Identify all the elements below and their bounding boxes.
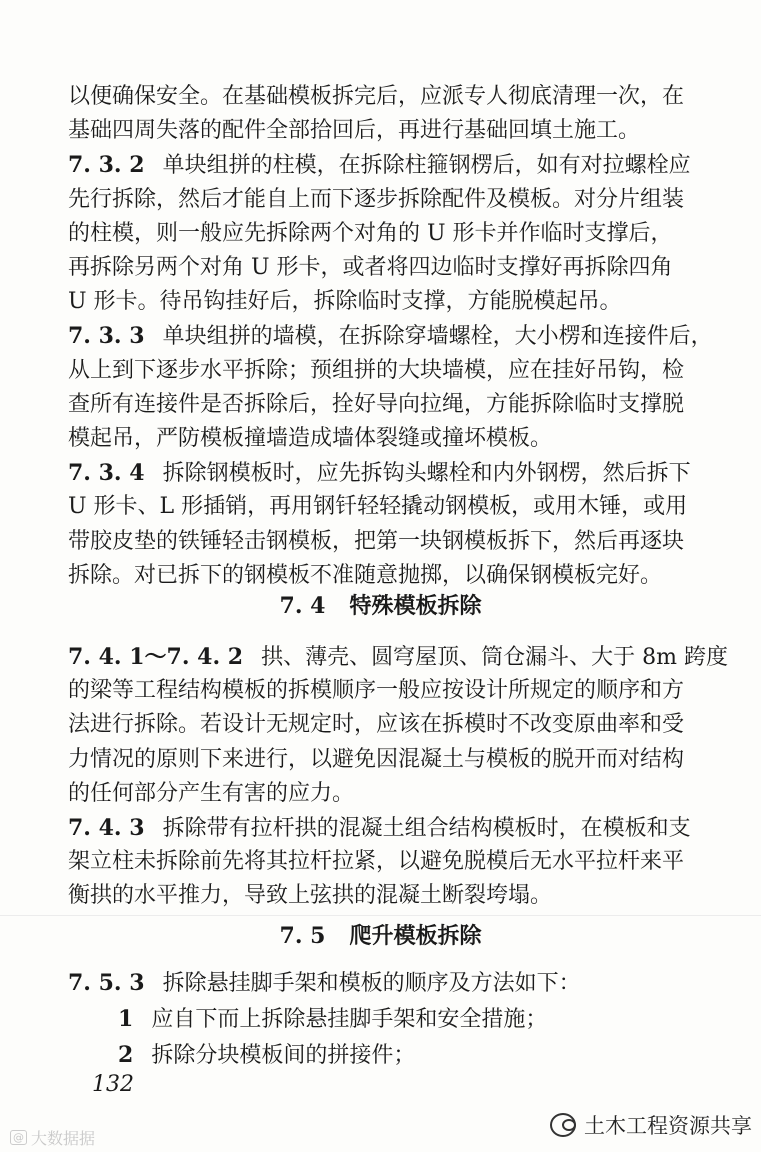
text-line	[68, 285, 692, 319]
line-text: 单块组拼的墙模，在拆除穿墙螺栓，大小楞和连接件后，	[162, 324, 713, 350]
page-fold-line	[0, 915, 761, 916]
line-text: 的梁等工程结构模板的拆模顺序一般应按设计所规定的顺序和方	[68, 678, 685, 704]
section-heading-7-5	[0, 919, 761, 953]
text-line	[68, 456, 692, 491]
text-line	[68, 879, 692, 913]
page-number: 132	[92, 1072, 134, 1097]
clause-number: 7. 5. 3	[68, 970, 145, 996]
line-text: U 形卡。待吊钩挂好后，拆除临时支撑，方能脱模起吊。	[68, 289, 622, 315]
text-line	[68, 966, 692, 1001]
text-line	[68, 811, 692, 846]
watermark-corner-text: 大数据据	[31, 1129, 96, 1148]
line-text: 带胶皮垫的铁锤轻击钢模板，把第一块钢模板拆下，然后再逐块	[68, 528, 685, 554]
line-text: 拆除钢模板时，应先拆钩头螺栓和内外钢楞，然后拆下	[162, 461, 691, 487]
line-text: 基础四周失落的配件全部拾回后，再进行基础回填土施工。	[68, 118, 641, 144]
line-text: 应自下而上拆除悬挂脚手架和安全措施；	[151, 1007, 548, 1032]
line-text: 的柱模，则一般应先拆除两个对角的 U 形卡并作临时支撑后，	[68, 220, 673, 246]
clause-number: 7. 3. 2	[68, 152, 145, 179]
line-text: 以便确保安全。在基础模板拆完后，应派专人彻底清理一次，在	[68, 84, 685, 109]
line-text: 的任何部分产生有害的应力。	[68, 780, 355, 806]
text-line	[68, 388, 692, 422]
clause-number: 2	[118, 1042, 134, 1068]
text-line	[68, 217, 692, 251]
clause-number: 7. 4. 1～7. 4. 2	[68, 644, 244, 670]
text-line	[68, 674, 692, 708]
text-line	[118, 1038, 742, 1073]
line-text: U 形卡、L 形插销，再用钢钎轻轻撬动钢模板，或用木锤，或用	[68, 494, 688, 520]
section-heading-7-4	[0, 589, 761, 623]
line-text: 法进行拆除。若设计无规定时，应该在拆模时不改变原曲率和受	[68, 712, 685, 738]
text-line	[68, 490, 692, 524]
text-line	[68, 80, 692, 114]
line-text: 再拆除另两个对角 U 形卡，或者将四边临时支撑好再拆除四角	[68, 255, 673, 280]
line-text: 衡拱的水平推力，导致上弦拱的混凝土断裂垮塌。	[68, 883, 553, 909]
text-line	[118, 1002, 742, 1037]
text-line	[68, 251, 692, 285]
line-text: 架立柱未拆除前先将其拉杆拉紧，以避免脱模后无水平拉杆来平	[68, 849, 685, 875]
watermark-source-text: 土木工程资源共享	[584, 1114, 752, 1138]
clause-number: 1	[118, 1006, 134, 1032]
line-text: 查所有连接件是否拆除后，拴好导向拉绳，方能拆除临时支撑脱	[68, 391, 685, 417]
text-line	[68, 708, 692, 742]
text-line	[68, 559, 692, 593]
text-line	[68, 640, 728, 675]
text-line	[68, 114, 692, 148]
wechat-icon	[550, 1113, 576, 1137]
clause-number: 7. 4. 3	[68, 815, 145, 841]
line-text: 拆除分块模板间的拼接件；	[151, 1043, 416, 1068]
text-line	[68, 422, 692, 456]
watermark-corner	[10, 1126, 95, 1149]
line-text: 拱、薄壳、圆穹屋顶、筒仓漏斗、大于 8m 跨度	[261, 645, 728, 670]
line-text: 拆除。对已拆下的钢模板不准随意抛掷，以确保钢模板完好。	[68, 562, 663, 588]
text-line	[68, 148, 692, 183]
section-number: 7. 4	[279, 593, 326, 619]
text-line	[68, 183, 692, 217]
text-line	[68, 777, 692, 811]
clause-number: 7. 3. 4	[68, 460, 145, 487]
text-line	[68, 525, 692, 559]
line-text: 拆除带有拉杆拱的混凝土组合结构模板时，在模板和支	[162, 816, 691, 841]
text-line	[68, 319, 713, 354]
line-text: 先行拆除，然后才能自上而下逐步拆除配件及模板。对分片组装	[68, 186, 685, 212]
clause-number: 7. 3. 3	[68, 323, 145, 350]
line-text: 拆除悬挂脚手架和模板的顺序及方法如下：	[162, 971, 581, 996]
text-line	[68, 845, 692, 879]
line-text: 模起吊，严防模板撞墙造成墙体裂缝或撞坏模板。	[68, 426, 553, 451]
weibo-icon: @	[10, 1130, 27, 1145]
section-title: 爬升模板拆除	[349, 923, 482, 949]
text-line	[68, 743, 692, 777]
section-title: 特殊模板拆除	[349, 593, 482, 619]
section-number: 7. 5	[279, 923, 326, 949]
watermark-source	[550, 1110, 752, 1140]
line-text: 从上到下逐步水平拆除；预组拼的大块墙模，应在挂好吊钩，检	[68, 357, 685, 383]
line-text: 力情况的原则下来进行，以避免因混凝土与模板的脱开而对结构	[68, 746, 685, 772]
text-line	[68, 354, 692, 388]
line-text: 单块组拼的柱模，在拆除柱箍钢楞后，如有对拉螺栓应	[162, 153, 691, 179]
